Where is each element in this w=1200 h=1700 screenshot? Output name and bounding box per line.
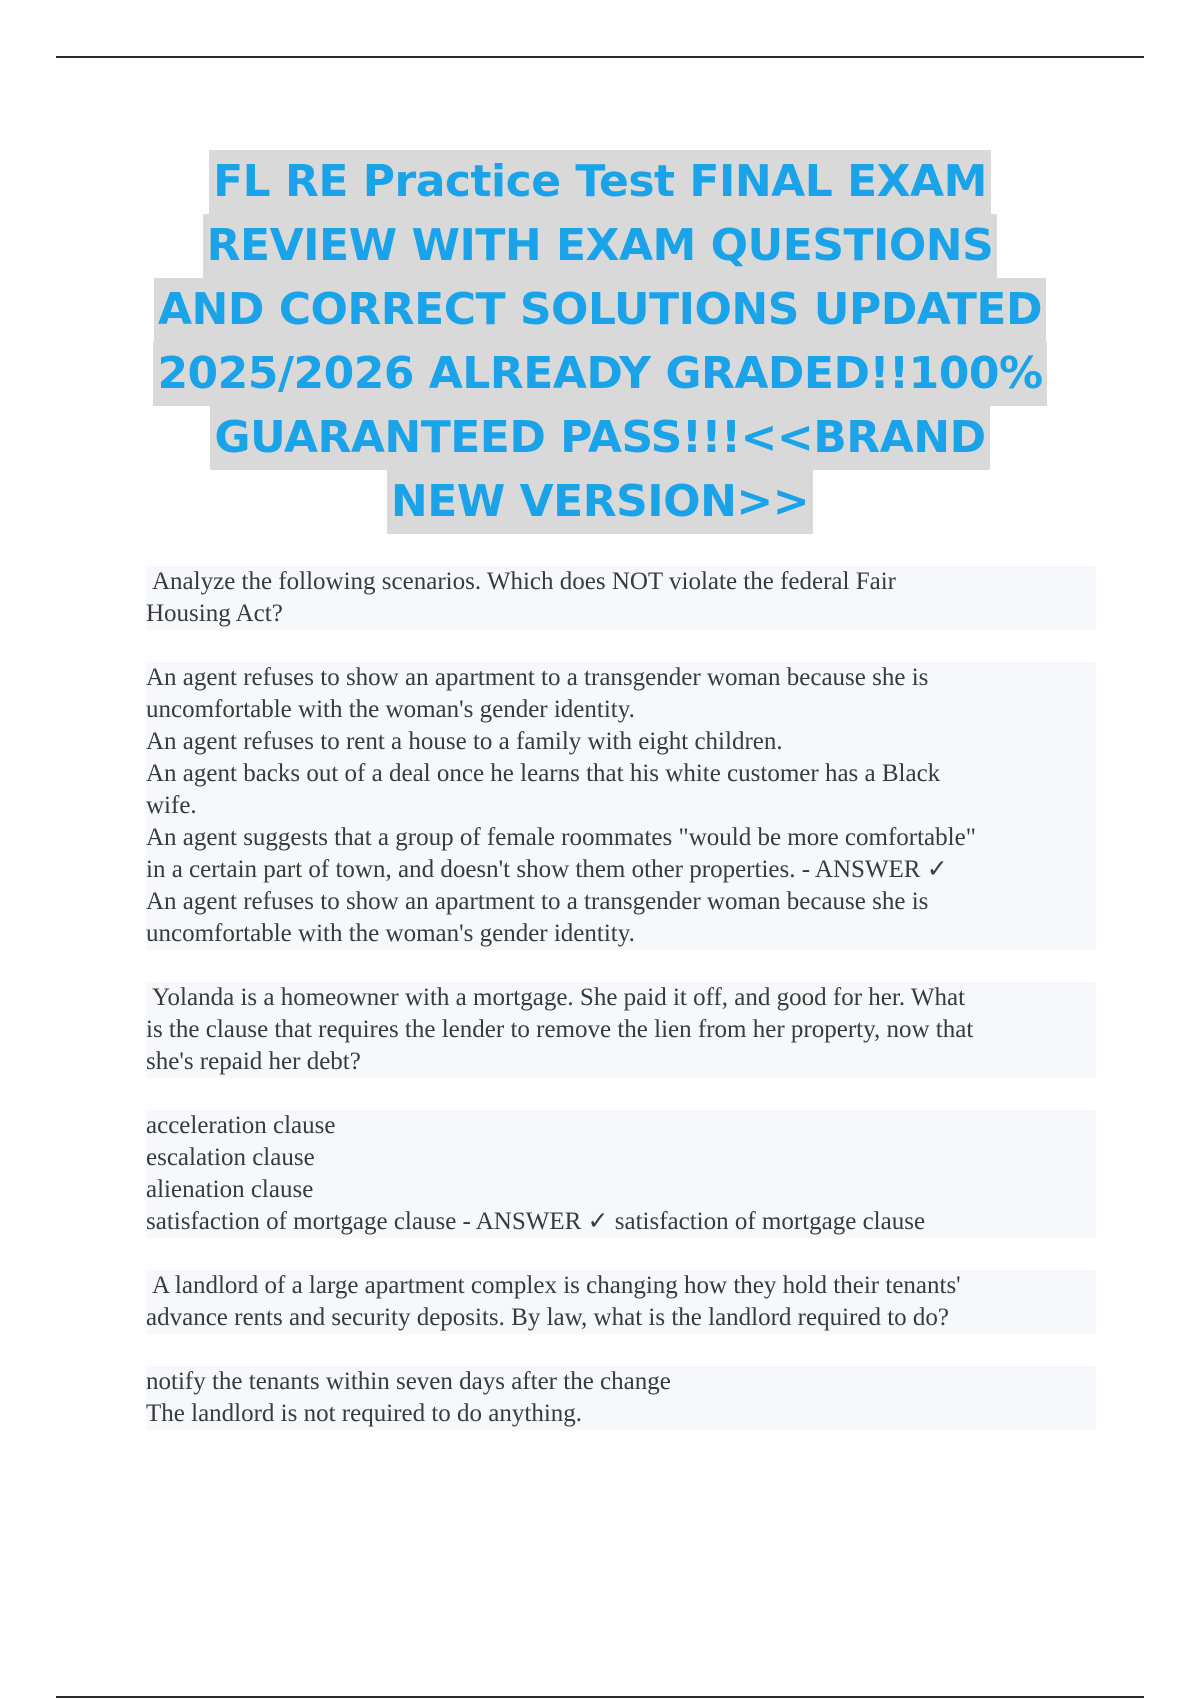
answer-option: uncomfortable with the woman's gender identity. <box>146 918 1096 950</box>
answer-option: wife. <box>146 790 1096 822</box>
answer-option: notify the tenants within seven days after the change <box>146 1366 1096 1398</box>
question-text: Yolanda is a homeowner with a mortgage. She paid it off, and good for her. What <box>146 982 1096 1014</box>
question-block-1 <box>146 566 1096 950</box>
answer-option: An agent backs out of a deal once he learns that his white customer has a Black <box>146 758 1096 790</box>
question-text: A landlord of a large apartment complex is changing how they hold their tenants' <box>146 1270 1096 1302</box>
answer-option: escalation clause <box>146 1142 1096 1174</box>
answer-option: acceleration clause <box>146 1110 1096 1142</box>
title-line: GUARANTEED PASS!!!<<BRAND <box>210 406 989 470</box>
title-line: FL RE Practice Test FINAL EXAM <box>209 150 991 214</box>
title-line: 2025/2026 ALREADY GRADED!!100% <box>153 342 1046 406</box>
answer-option: An agent refuses to show an apartment to a transgender woman because she is <box>146 886 1096 918</box>
question-text: is the clause that requires the lender to remove the lien from her property, now that <box>146 1014 1096 1046</box>
answer-option: satisfaction of mortgage clause - ANSWER ✓ satisfaction of mortgage clause <box>146 1206 1096 1238</box>
title-line: NEW VERSION>> <box>387 470 813 534</box>
answer-option: alienation clause <box>146 1174 1096 1206</box>
question-block-3 <box>146 1270 1096 1430</box>
answer-option: An agent refuses to show an apartment to a transgender woman because she is <box>146 662 1096 694</box>
question-block-2 <box>146 982 1096 1238</box>
document-title <box>120 150 1080 534</box>
answer-option: The landlord is not required to do anything. <box>146 1398 1096 1430</box>
title-line: AND CORRECT SOLUTIONS UPDATED <box>154 278 1046 342</box>
bottom-rule <box>56 1696 1144 1698</box>
question-text: Analyze the following scenarios. Which does NOT violate the federal Fair <box>146 566 1096 598</box>
question-text: Housing Act? <box>146 598 1096 630</box>
answer-option: uncomfortable with the woman's gender identity. <box>146 694 1096 726</box>
document-body <box>146 566 1096 1430</box>
top-rule <box>56 56 1144 58</box>
title-line: REVIEW WITH EXAM QUESTIONS <box>203 214 998 278</box>
answer-option: in a certain part of town, and doesn't show them other properties. - ANSWER ✓ <box>146 854 1096 886</box>
question-text: she's repaid her debt? <box>146 1046 1096 1078</box>
question-text: advance rents and security deposits. By law, what is the landlord required to do? <box>146 1302 1096 1334</box>
answer-option: An agent refuses to rent a house to a family with eight children. <box>146 726 1096 758</box>
answer-option: An agent suggests that a group of female roommates "would be more comfortable" <box>146 822 1096 854</box>
